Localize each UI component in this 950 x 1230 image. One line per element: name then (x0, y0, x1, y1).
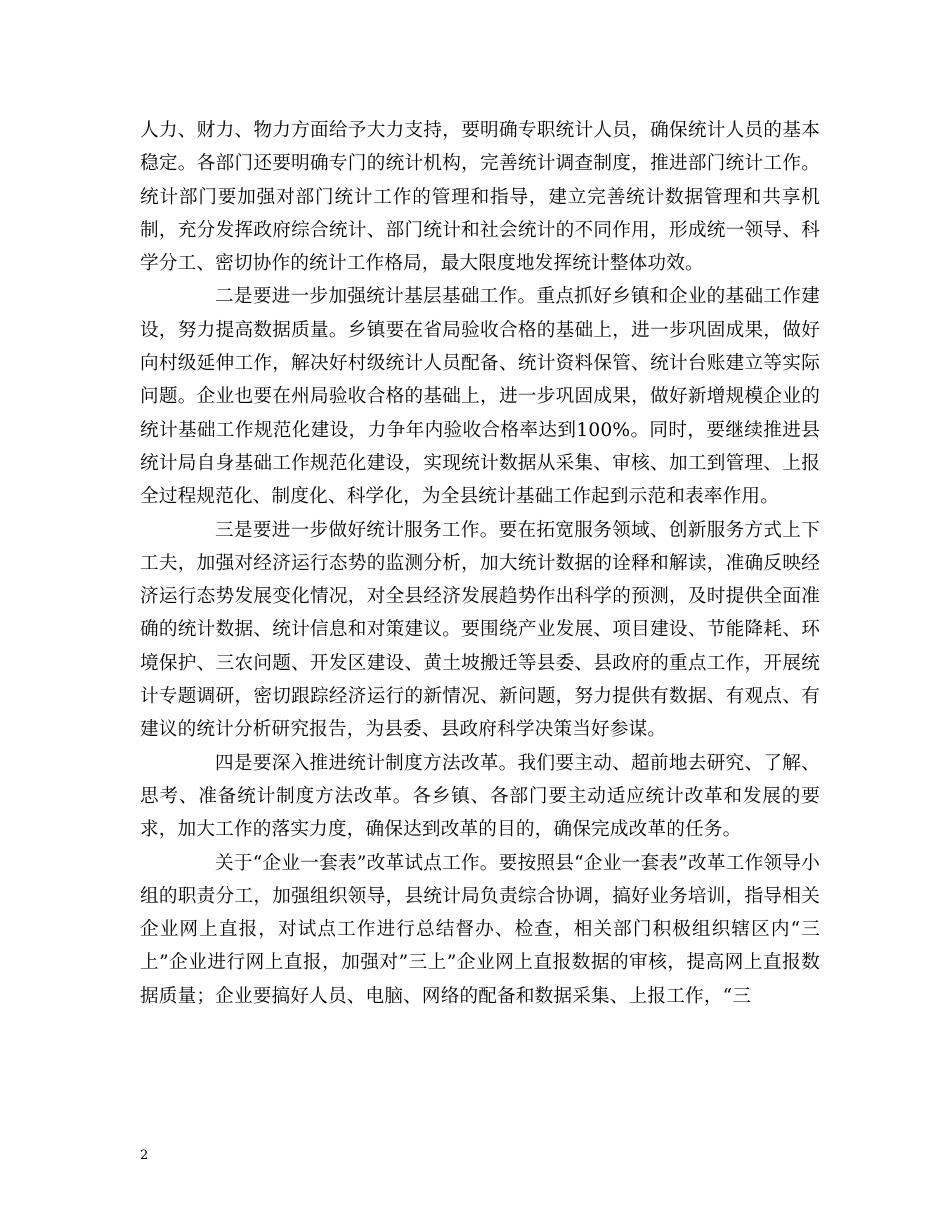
body-text (140, 114, 820, 1013)
paragraph-2: 二是要进一步加强统计基层基础工作。重点抓好乡镇和企业的基础工作建设，努力提高数据质量。乡镇要在省局验收合格的基础上，进一步巩固成果，做好向村级延伸工作，解决好村级统计人员配备、统计资料保管、统计台账建立等实际问题。企业也要在州局验收合格的基础上，进一步巩固成果，做好新增规模企业的统计基础工作规范化建设，力争年内验收合格率达到100%。同时，要继续推进县统计局自身基础工作规范化建设，实现统计数据从采集、审核、加工到管理、上报全过程规范化、制度化、科学化，为全县统计基础工作起到示范和表率作用。 (140, 286, 820, 508)
paragraph-5: 关于“企业一套表”改革试点工作。要按照县“企业一套表”改革工作领导小组的职责分工，加强组织领导，县统计局负责综合协调，搞好业务培训，指导相关企业网上直报，对试点工作进行总结督办、检查，相关部门积极组织辖区内“三上”企业进行网上直报，加强对”三上”企业网上直报数据的审核，提高网上直报数据质量；企业要搞好人员、电脑、网络的配备和数据采集、上报工作，“三 (140, 852, 820, 1007)
paragraph-1: 人力、财力、物力方面给予大力支持，要明确专职统计人员，确保统计人员的基本稳定。各部门还要明确专门的统计机构，完善统计调查制度，推进部门统计工作。统计部门要加强对部门统计工作的管理和指导，建立完善统计数据管理和共享机制，充分发挥政府综合统计、部门统计和社会统计的不同作用，形成统一领导、科学分工、密切协作的统计工作格局，最大限度地发挥统计整体功效。 (140, 120, 820, 275)
paragraph-4: 四是要深入推进统计制度方法改革。我们要主动、超前地去研究、了解、思考、准备统计制度方法改革。各乡镇、各部门要主动适应统计改革和发展的要求，加大工作的落实力度，确保达到改革的目的，确保完成改革的任务。 (140, 752, 820, 841)
page-number: 2 (140, 1148, 149, 1163)
paragraph-3: 三是要进一步做好统计服务工作。要在拓宽服务领域、创新服务方式上下工夫，加强对经济运行态势的监测分析，加大统计数据的诠释和解读，准确反映经济运行态势发展变化情况，对全县经济发展趋势作出科学的预测，及时提供全面准确的统计数据、统计信息和对策建议。要围绕产业发展、项目建设、节能降耗、环境保护、三农问题、开发区建设、黄土坡搬迁等县委、县政府的重点工作，开展统计专题调研，密切跟踪经济运行的新情况、新问题，努力提供有数据、有观点、有建议的统计分析研究报告，为县委、县政府科学决策当好参谋。 (140, 519, 820, 741)
